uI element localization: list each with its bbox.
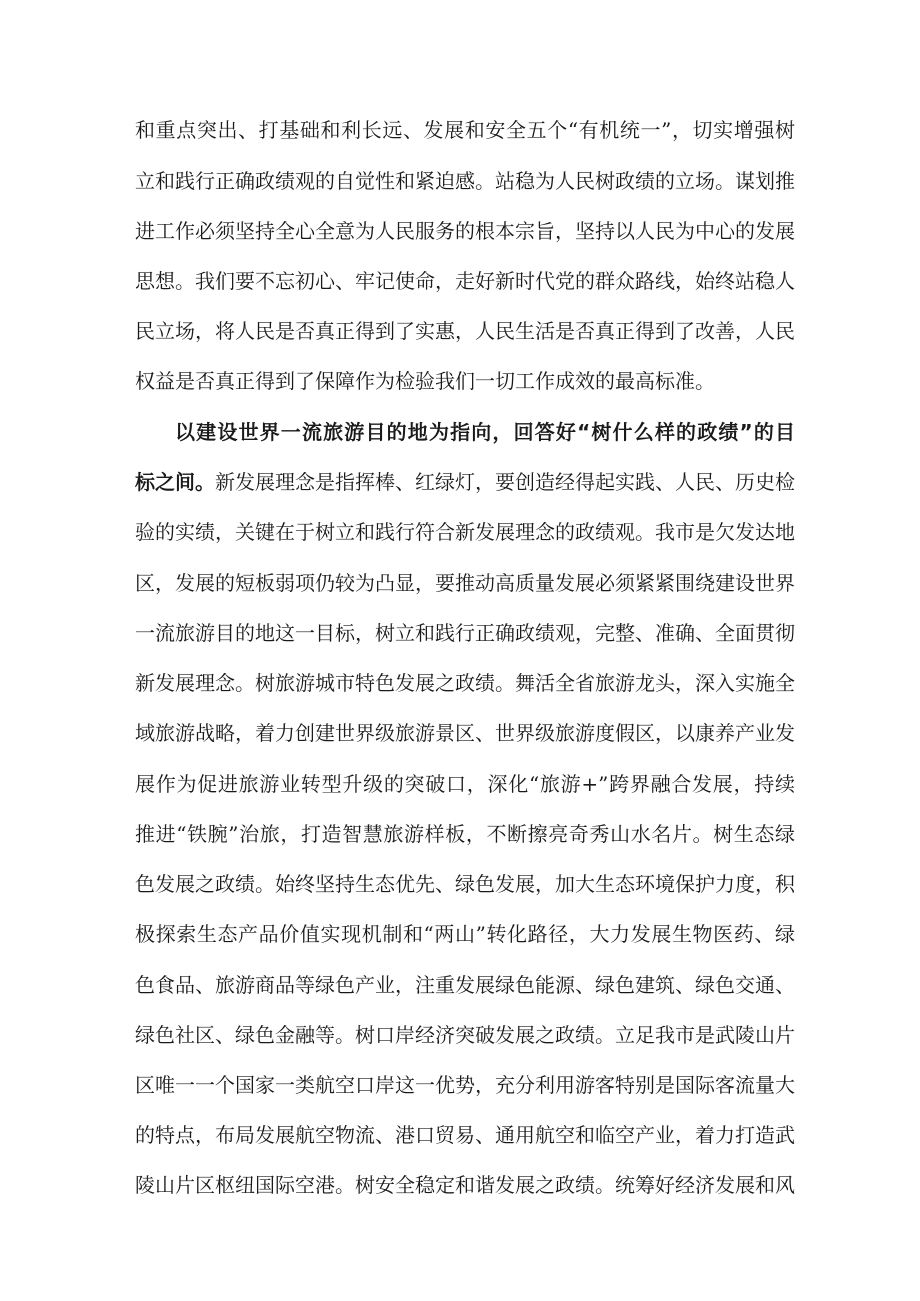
paragraph-2-line-15: 的特点，布局发展航空物流、港口贸易、通用航空和临空产业，着力打造武 (135, 1123, 795, 1147)
paragraph-1-line-1: 和重点突出、打基础和利长远、发展和安全五个“有机统一”，切实增强树 (135, 118, 795, 142)
paragraph-2-line-6: 新发展理念。树旅游城市特色发展之政绩。舞活全省旅游龙头，深入实施全 (135, 671, 795, 695)
paragraph-2-line-14: 区唯一一个国家一类航空口岸这一优势，充分利用游客特别是国际客流量大 (135, 1073, 795, 1097)
paragraph-2-line-9: 推进“铁腕”治旅，打造智慧旅游样板，不断擦亮奇秀山水名片。树生态绿 (135, 822, 795, 846)
paragraph-2-line-4: 区，发展的短板弱项仍较为凸显，要推动高质量发展必须紧紧围绕建设世界 (135, 571, 795, 595)
paragraph-2-line-2: 标之间。新发展理念是指挥棒、红绿灯，要创造经得起实践、人民、历史检 (135, 470, 795, 494)
paragraph-1-line-2: 立和践行正确政绩观的自觉性和紧迫感。站稳为人民树政绩的立场。谋划推 (135, 169, 795, 193)
paragraph-2-line-7: 域旅游战略，着力创建世界级旅游景区、世界级旅游度假区，以康养产业发 (135, 721, 795, 745)
paragraph-1-line-5: 民立场，将人民是否真正得到了实惠，人民生活是否真正得到了改善，人民 (135, 319, 795, 343)
paragraph-1-line-6: 权益是否真正得到了保障作为检验我们一切工作成效的最高标准。 (135, 369, 715, 393)
paragraph-2-line-11: 极探索生态产品价值实现机制和“两山”转化路径，大力发展生物医药、绿 (135, 922, 795, 946)
paragraph-2-line-10: 色发展之政绩。始终坚持生态优先、绿色发展，加大生态环境保护力度，积 (135, 872, 795, 896)
paragraph-1-line-4: 思想。我们要不忘初心、牢记使命，走好新时代党的群众路线，始终站稳人 (135, 269, 795, 293)
paragraph-2-line-5: 一流旅游目的地这一目标，树立和践行正确政绩观，完整、准确、全面贯彻 (135, 621, 795, 645)
paragraph-2-line-16: 陵山片区枢纽国际空港。树安全稳定和谐发展之政绩。统筹好经济发展和风 (135, 1173, 795, 1197)
paragraph-2-line-13: 绿色社区、绿色金融等。树口岸经济突破发展之政绩。立足我市是武陵山片 (135, 1023, 795, 1047)
paragraph-2-line-12: 色食品、旅游商品等绿色产业，注重发展绿色能源、绿色建筑、绿色交通、 (135, 973, 795, 997)
paragraph-1-line-3: 进工作必须坚持全心全意为人民服务的根本宗旨，坚持以人民为中心的发展 (135, 219, 795, 243)
paragraph-2-line-3: 验的实绩，关键在于树立和践行符合新发展理念的政绩观。我市是欠发达地 (135, 520, 795, 544)
paragraph-2-line-8: 展作为促进旅游业转型升级的突破口，深化“旅游+”跨界融合发展，持续 (135, 772, 795, 796)
paragraph-2-heading-line-1: 以建设世界一流旅游目的地为指向，回答好“树什么样的政绩”的目 (175, 420, 795, 444)
